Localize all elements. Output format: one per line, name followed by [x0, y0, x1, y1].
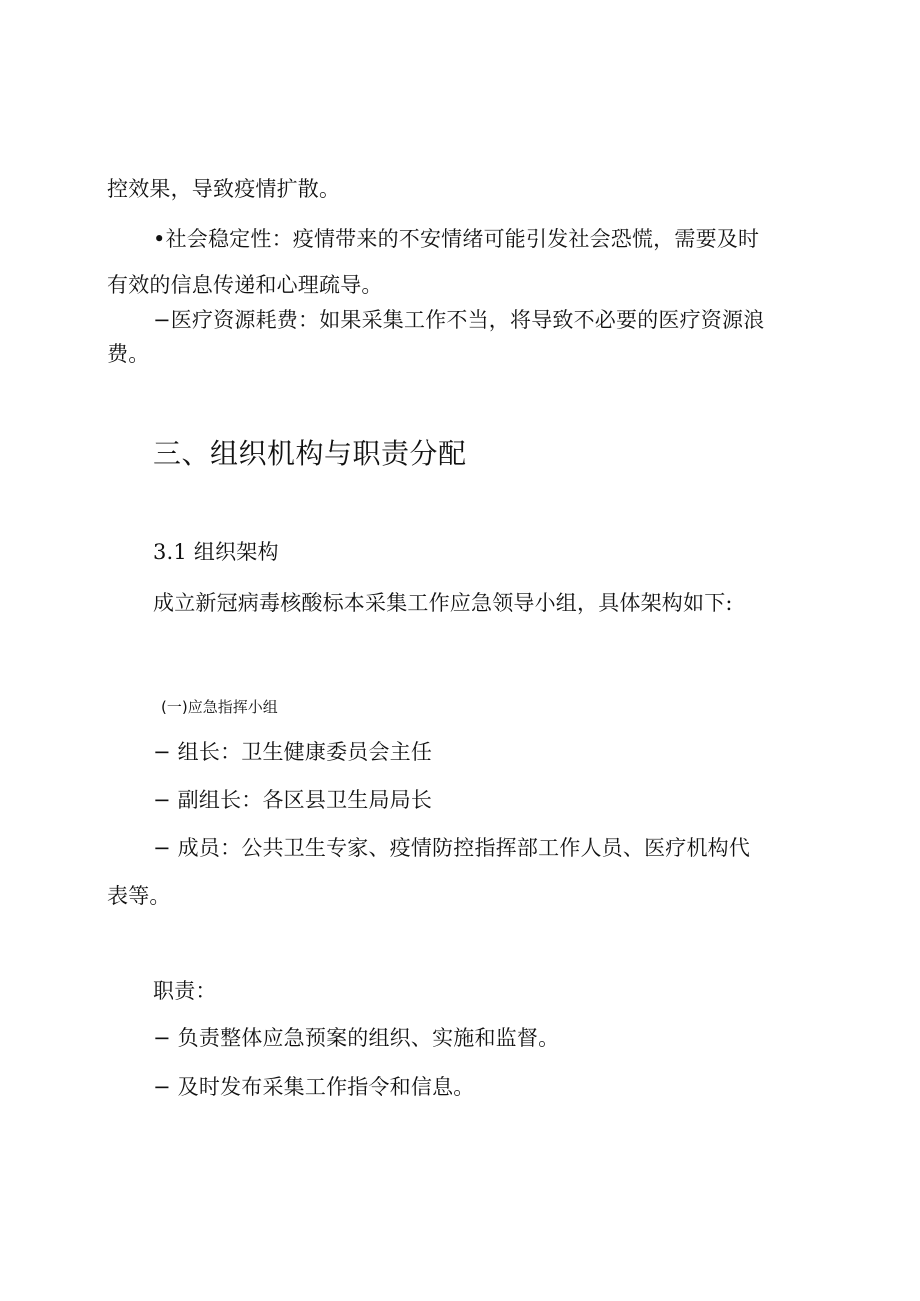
paragraph-line: 费。 — [107, 342, 150, 366]
paragraph-line: 有效的信息传递和心理疏导。 — [107, 273, 383, 297]
section-heading: 三、组织机构与职责分配 — [153, 437, 467, 470]
group-title: (一)应急指挥小组 — [161, 698, 278, 716]
duty-item: − 负责整体应急预案的组织、实施和监督。 — [153, 1026, 560, 1050]
duty-item: − 及时发布采集工作指令和信息。 — [153, 1075, 475, 1099]
list-item-leader: − 组长：卫生健康委员会主任 — [153, 740, 433, 764]
paragraph-line: 表等。 — [107, 884, 171, 908]
list-item-members: − 成员：公共卫生专家、疫情防控指挥部工作人员、医疗机构代 — [153, 836, 751, 860]
bullet-medical-resources: −医疗资源耗费：如果采集工作不当，将导致不必要的医疗资源浪 — [153, 308, 765, 332]
intro-paragraph: 成立新冠病毒核酸标本采集工作应急领导小组，具体架构如下: — [153, 591, 733, 615]
paragraph-line: 控效果，导致疫情扩散。 — [107, 177, 341, 201]
bullet-social-stability: •社会稳定性：疫情带来的不安情绪可能引发社会恐慌，需要及时 — [153, 227, 760, 251]
subsection-heading: 3.1 组织架构 — [153, 540, 279, 564]
list-item-deputy-leader: − 副组长：各区县卫生局局长 — [153, 788, 433, 812]
duties-label: 职责： — [153, 979, 217, 1003]
